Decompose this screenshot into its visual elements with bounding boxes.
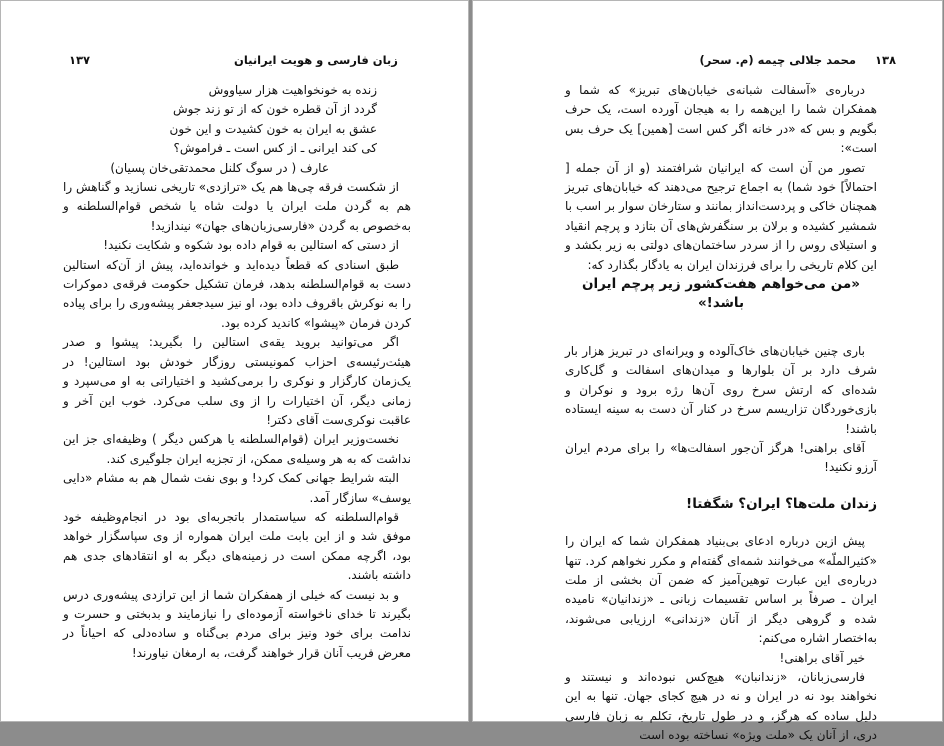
page-number: ۱۳۷	[69, 53, 91, 67]
paragraph: قوام‌السلطنه که سیاستمدار باتجربه‌ای بود در انجام‌وظیفه خود موفق شد و از این بابت ملت ایران همواره از وی سپاسگزار خواهد بود، اگرچه ممکن است در زمینه‌های دیگر به او انتقادهای جدی هم داشته باشند.	[63, 509, 411, 583]
paragraph: طبق اسنادی که قطعاً دیده‌اید و خوانده‌اید، پیش از آن‌که استالین دست به قوام‌السلطنه بدهد، فرمان تشکیل حکومت فرقه‌ی دموکرات را به نوکرش باقروف داده بود، او نیز سیدجعفر پیشه‌وری را برای پیاده کردن فرمان «پیشوا» کاندید کرده بود.	[63, 257, 411, 330]
paragraph: از شکست فرقه چی‌ها هم یک «ترازدی» تاریخی نسازید و گناهش را هم به گردن ملت ایران یا دولت شاه یا شخص قوام‌السلطنه و به‌خصوص به گردن «فارسی‌زبان‌های جهان» نیندازید!	[63, 180, 411, 233]
left-body	[63, 81, 411, 663]
right-page	[472, 0, 943, 743]
verse-line: عشق به ایران به خون کشیدت و این خون	[169, 121, 377, 136]
verse-attribution: عارف ( در سوگ کلنل محمدتقی‌خان پسیان)	[110, 160, 329, 175]
verse-line: زنده به خونخواهیت هزار سیاووش	[208, 83, 377, 97]
paragraph: و بد نیست که خیلی از همفکران شما از این ترازدی پیشه‌وری درس بگیرند تا خدای ناخواسته آزموده‌ای را نیازمایند و بدبختی و حسرت و ندامت برای خود ونیز برای مردم بی‌گناه و ساده‌دلی که احیاناً در معرض فریب آنان قرار خواهند گرفت، به ارمغان نیاورند!	[63, 587, 411, 660]
paragraph: آقای براهنی! هرگز آن‌جور اسفالت‌ها» را برای مردم ایران آرزو نکنید!	[565, 440, 877, 475]
page-number: ۱۳۸	[874, 53, 896, 67]
section-heading: زندان ملت‌ها؟ ایران؟ شگفتا!	[686, 495, 877, 512]
verse-line: گردد از آن قطره خون که از تو زند جوش	[172, 102, 377, 117]
paragraph: فارسی‌زبانان، «زندانبان» هیچ‌کس نبوده‌اند و نیستند و نخواهند بود نه در ایران و نه در هیچ کجای جهان. تنها به این دلیل ساده که هرگز، و در طول تاریخ، تکلم به زبان فارسی دری، از آنان یک «ملت ویژه» نساخته بوده است	[565, 669, 877, 743]
paragraph: نخست‌وزیر ایران (قوام‌السلطنه یا هرکس دیگر ) وظیفه‌ای جز این نداشت که به هر وسیله‌ی ممکن، از تجزیه ایران جلوگیری کند.	[63, 432, 411, 466]
poem	[63, 81, 411, 178]
paragraph: خیر آقای براهنی!	[779, 650, 865, 665]
paragraph: از دستی که استالین به قوام داده بود شکوه و شکایت نکنید!	[103, 238, 399, 253]
verse-line: کی کند ایرانی ـ از کس است ـ فراموش؟	[173, 141, 377, 156]
running-title: محمد جلالی چیمه (م. سحر)	[699, 53, 856, 67]
spacer	[565, 314, 877, 342]
paragraph: باری چنین خیابان‌های خاک‌آلوده و ویرانه‌ای در تبریز هزار بار شرف دارد بر آن بلوارها و میدان‌های اسفالت و گل‌کاری شده‌ای که ارتش سرخ روی آن‌ها رژه برود و نوکران و بازی‌خوردگان تزاریسم سرخ در کنار آن دست به سینه ایستاده باشند!	[565, 343, 877, 436]
paragraph: پیش ازین درباره ادعای بی‌بنیاد همفکران شما که ایران را «کثیرالملّه» می‌خوانند شمه‌ای گفته‌ام و مکرر نخواهم کرد. تنها درباره‌ی این عبارت توهین‌آمیز که ضمن آن بخشی از ملت ایران ـ صرفاً بر اساس تقسیمات زبانی ـ «زندانیان» نامیده شده و گروهی دیگر از آنان «زندانی» ارزیابی می‌شوند، به‌اختصار اشاره می‌کنم:	[565, 534, 877, 646]
paragraph: البته شرایط جهانی کمک کرد! و بوی نفت شمال هم به مشام «دایی یوسف» سازگار آمد.	[63, 471, 411, 505]
spacer	[565, 520, 877, 532]
paragraph: اگر می‌توانید بروید یقه‌ی استالین را بگیرید: پیشوا و صدر هیئت‌رئیسه‌ی احزاب کمونیستی روزگار خودش بود استالین! در یک‌زمان کارگزار و نوکری را برمی‌کشید و اختیاراتی به او می‌سپرد و زمانی دیگر، آن اختیارات را از وی سلب می‌کرد. خوب این آخر و عاقبت نوکری‌ست آقای دکتر!	[63, 335, 411, 427]
running-title: زبان فارسی و هویت ایرانیان	[234, 53, 398, 67]
running-head	[473, 53, 944, 73]
spacer	[565, 478, 877, 490]
running-head	[1, 53, 470, 73]
left-page	[0, 0, 469, 722]
right-body	[565, 81, 877, 746]
slogan: «من می‌خواهم هفت‌کشور زیر پرچم ایران باشد!»	[582, 276, 860, 312]
paragraph: درباره‌ی «آسفالت شبانه‌ی خیابان‌های تبریز» که شما و همفکران شما را این‌همه را به هیجان آورده است، یک حرف بگویم و بس که «در خانه اگر کس است [همین] یک حرف بس است»:	[565, 83, 877, 156]
paragraph: تصور من آن است که ایرانیان شرافتمند (و از آن جمله [ احتمالاً] خود شما) به اجماع ترجیح می‌دهند که خیابان‌های تبریز همچنان خاکی و پردست‌انداز بمانند و ستارخان سوار بر اسب با شمشیر کشیده و برلان بر سنگفرش‌های آن بتازد و پرچم انقیاد و استیلای روس را از سردر ساختمان‌های دولتی به زیر بکشد و این کلام تاریخی را برای فرزندان ایران به یادگار بگذارد که:	[565, 160, 877, 272]
